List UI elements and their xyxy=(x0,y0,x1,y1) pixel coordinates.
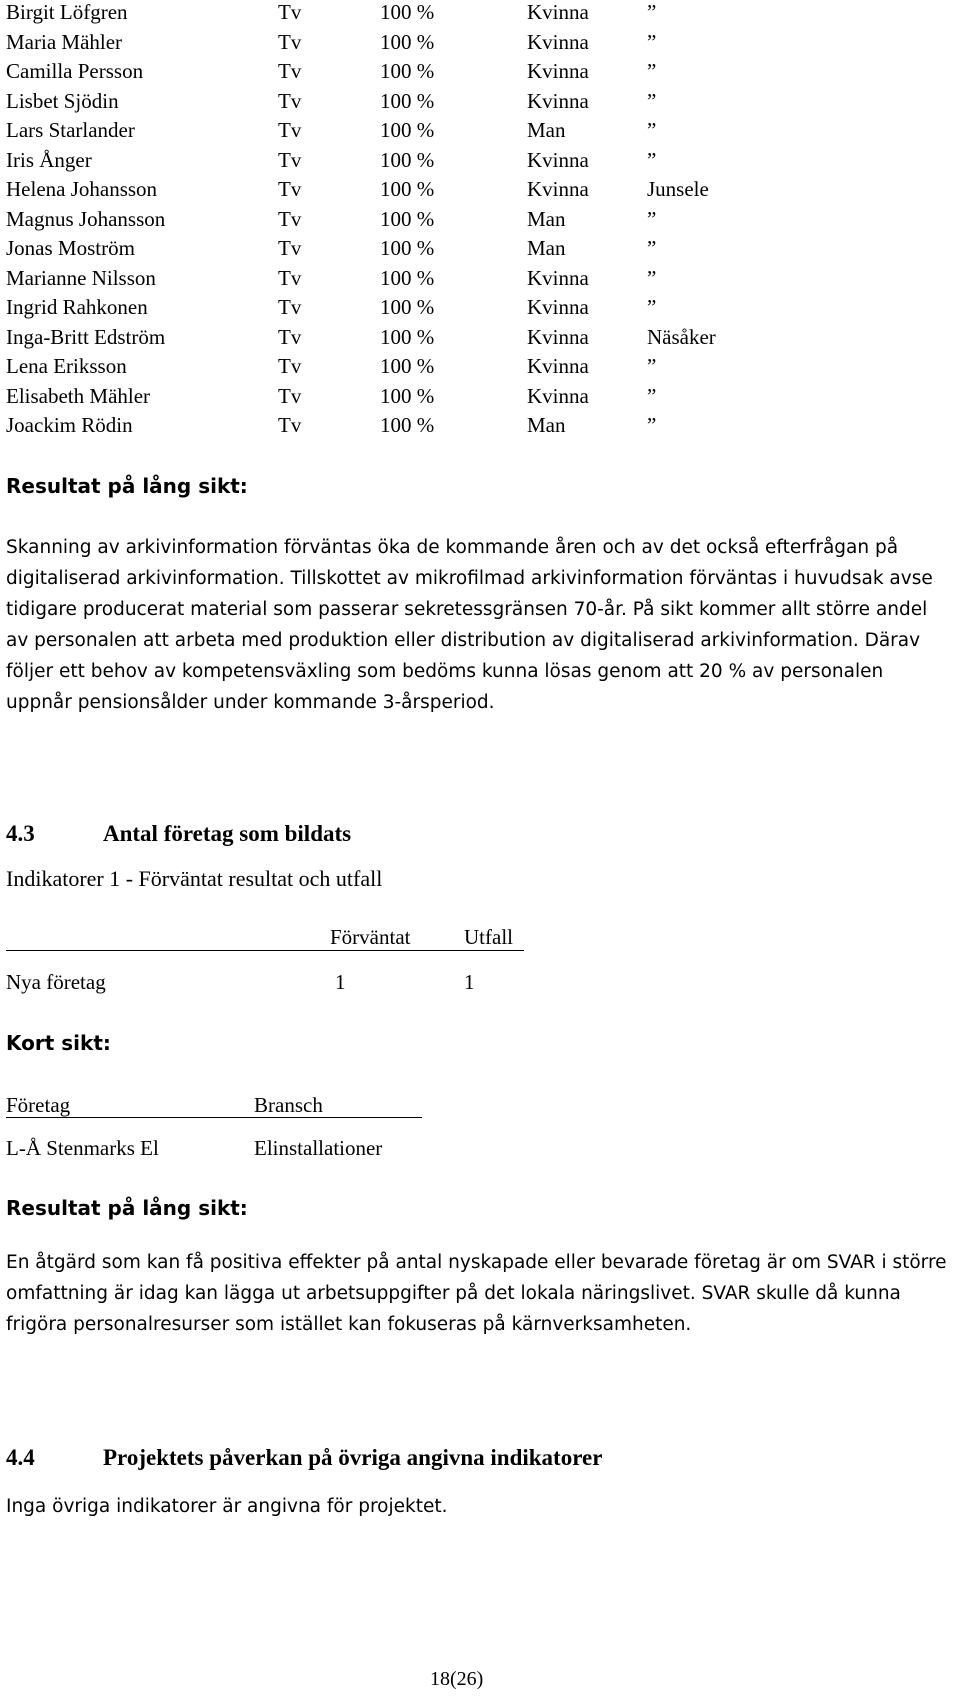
staff-location: ” xyxy=(647,118,657,142)
staff-location: ” xyxy=(647,354,657,378)
staff-location: ” xyxy=(647,147,657,172)
staff-employment: Tv xyxy=(278,206,302,231)
staff-percent: 100 % xyxy=(380,29,435,54)
col-industry: Bransch xyxy=(254,1093,323,1117)
col-expected: Förväntat xyxy=(330,925,411,949)
staff-location: ” xyxy=(647,295,657,319)
staff-employment: Tv xyxy=(278,88,302,113)
short-term-heading: Kort sikt: xyxy=(6,1031,111,1055)
staff-percent: 100 % xyxy=(380,265,435,290)
staff-name: Birgit Löfgren xyxy=(6,0,128,24)
result-paragraph-2: En åtgärd som kan få positiva effekter på antal nyskapade eller bevarade företag är om SVAR i större omfattning är idag kan lägga ut arbetsuppgifter på det lokala näringslivet. SVAR skulle då kunna frigöra personalresurser som istället kan fokuseras på kärnverksamheten. xyxy=(6,1252,947,1335)
staff-gender: Man xyxy=(527,118,566,142)
staff-location: ” xyxy=(647,265,657,290)
staff-employment: Tv xyxy=(278,29,302,54)
staff-name: Jonas Moström xyxy=(6,236,135,260)
staff-employment: Tv xyxy=(278,177,302,201)
staff-location: ” xyxy=(647,206,657,231)
staff-location: ” xyxy=(647,383,657,408)
staff-name: Joackim Rödin xyxy=(6,413,133,437)
staff-employment: Tv xyxy=(278,118,302,142)
staff-percent: 100 % xyxy=(380,295,435,319)
staff-employment: Tv xyxy=(278,354,302,378)
staff-percent: 100 % xyxy=(380,354,435,378)
staff-name: Lisbet Sjödin xyxy=(6,88,119,113)
staff-location: ” xyxy=(647,413,657,437)
col-outcome: Utfall xyxy=(464,925,513,949)
company-name: L-Å Stenmarks El xyxy=(6,1136,159,1160)
staff-percent: 100 % xyxy=(380,383,435,408)
staff-percent: 100 % xyxy=(380,236,435,260)
row-label: Nya företag xyxy=(6,970,106,994)
staff-gender: Kvinna xyxy=(527,354,589,378)
staff-name: Elisabeth Mähler xyxy=(6,383,151,408)
staff-name: Magnus Johansson xyxy=(6,206,166,231)
staff-employment: Tv xyxy=(278,324,302,349)
staff-name: Inga-Britt Edström xyxy=(6,324,166,349)
staff-name: Lars Starlander xyxy=(6,118,135,142)
expected-value: 1 xyxy=(335,970,346,994)
staff-name: Camilla Persson xyxy=(6,59,144,83)
staff-percent: 100 % xyxy=(380,0,435,24)
section-title: Antal företag som bildats xyxy=(103,821,352,846)
staff-employment: Tv xyxy=(278,0,302,24)
staff-location: Junsele xyxy=(647,177,709,201)
section-number: 4.3 xyxy=(6,821,35,846)
staff-gender: Kvinna xyxy=(527,383,589,408)
staff-gender: Kvinna xyxy=(527,265,589,290)
staff-percent: 100 % xyxy=(380,147,435,172)
staff-employment: Tv xyxy=(278,236,302,260)
result-heading: Resultat på lång sikt: xyxy=(6,474,248,498)
staff-gender: Kvinna xyxy=(527,324,589,349)
result-heading-2: Resultat på lång sikt: xyxy=(6,1196,248,1220)
staff-employment: Tv xyxy=(278,295,302,319)
section-text-2: Inga övriga indikatorer är angivna för projektet. xyxy=(6,1496,448,1517)
staff-gender: Kvinna xyxy=(527,0,589,24)
staff-percent: 100 % xyxy=(380,118,435,142)
staff-gender: Kvinna xyxy=(527,295,589,319)
staff-gender: Kvinna xyxy=(527,29,589,54)
staff-employment: Tv xyxy=(278,383,302,408)
staff-name: Iris Ånger xyxy=(6,147,92,172)
staff-location: ” xyxy=(647,29,657,54)
staff-name: Lena Eriksson xyxy=(6,354,127,378)
staff-employment: Tv xyxy=(278,265,302,290)
staff-percent: 100 % xyxy=(380,413,435,437)
staff-name: Ingrid Rahkonen xyxy=(6,295,148,319)
staff-location: ” xyxy=(647,59,657,83)
staff-employment: Tv xyxy=(278,413,302,437)
staff-location: Näsåker xyxy=(647,324,716,349)
staff-percent: 100 % xyxy=(380,206,435,231)
staff-percent: 100 % xyxy=(380,177,435,201)
staff-location: ” xyxy=(647,88,657,113)
company-rule xyxy=(6,1117,422,1118)
table-rule xyxy=(6,950,524,951)
staff-employment: Tv xyxy=(278,147,302,172)
staff-gender: Kvinna xyxy=(527,177,589,201)
staff-gender: Kvinna xyxy=(527,59,589,83)
staff-percent: 100 % xyxy=(380,88,435,113)
staff-name: Maria Mähler xyxy=(6,29,123,54)
staff-percent: 100 % xyxy=(380,324,435,349)
page-number: 18(26) xyxy=(430,1668,484,1690)
result-paragraph: Skanning av arkivinformation förväntas öka de kommande åren och av det också efterfrågan på digitaliserad arkivinformation. Tillskottet av mikrofilmad arkivinformation förväntas i huvudsak avse tidigare producerat material som passerar sekretessgränsen 70-år. På sikt kommer allt större andel av personalen att arbeta med produktion eller distribution av digitaliserad arkivinformation. Därav följer ett behov av kompetensväxling som bedöms kunna lösas genom att 20 % av personalen uppnår pensionsålder under kommande 3-årsperiod. xyxy=(6,537,933,713)
staff-employment: Tv xyxy=(278,59,302,83)
staff-gender: Kvinna xyxy=(527,88,589,113)
staff-gender: Kvinna xyxy=(527,147,589,172)
indicator-subtitle: Indikatorer 1 - Förväntat resultat och utfall xyxy=(6,866,383,891)
staff-location: ” xyxy=(647,236,657,260)
staff-location: ” xyxy=(647,0,657,24)
staff-gender: Man xyxy=(527,236,566,260)
staff-name: Marianne Nilsson xyxy=(6,265,156,290)
staff-gender: Man xyxy=(527,413,566,437)
outcome-value: 1 xyxy=(464,970,475,994)
company-industry: Elinstallationer xyxy=(254,1136,383,1160)
staff-percent: 100 % xyxy=(380,59,435,83)
staff-name: Helena Johansson xyxy=(6,177,158,201)
section-title-2: Projektets påverkan på övriga angivna indikatorer xyxy=(103,1445,603,1470)
section-number-2: 4.4 xyxy=(6,1445,35,1470)
col-company: Företag xyxy=(6,1093,71,1117)
staff-gender: Man xyxy=(527,206,566,231)
